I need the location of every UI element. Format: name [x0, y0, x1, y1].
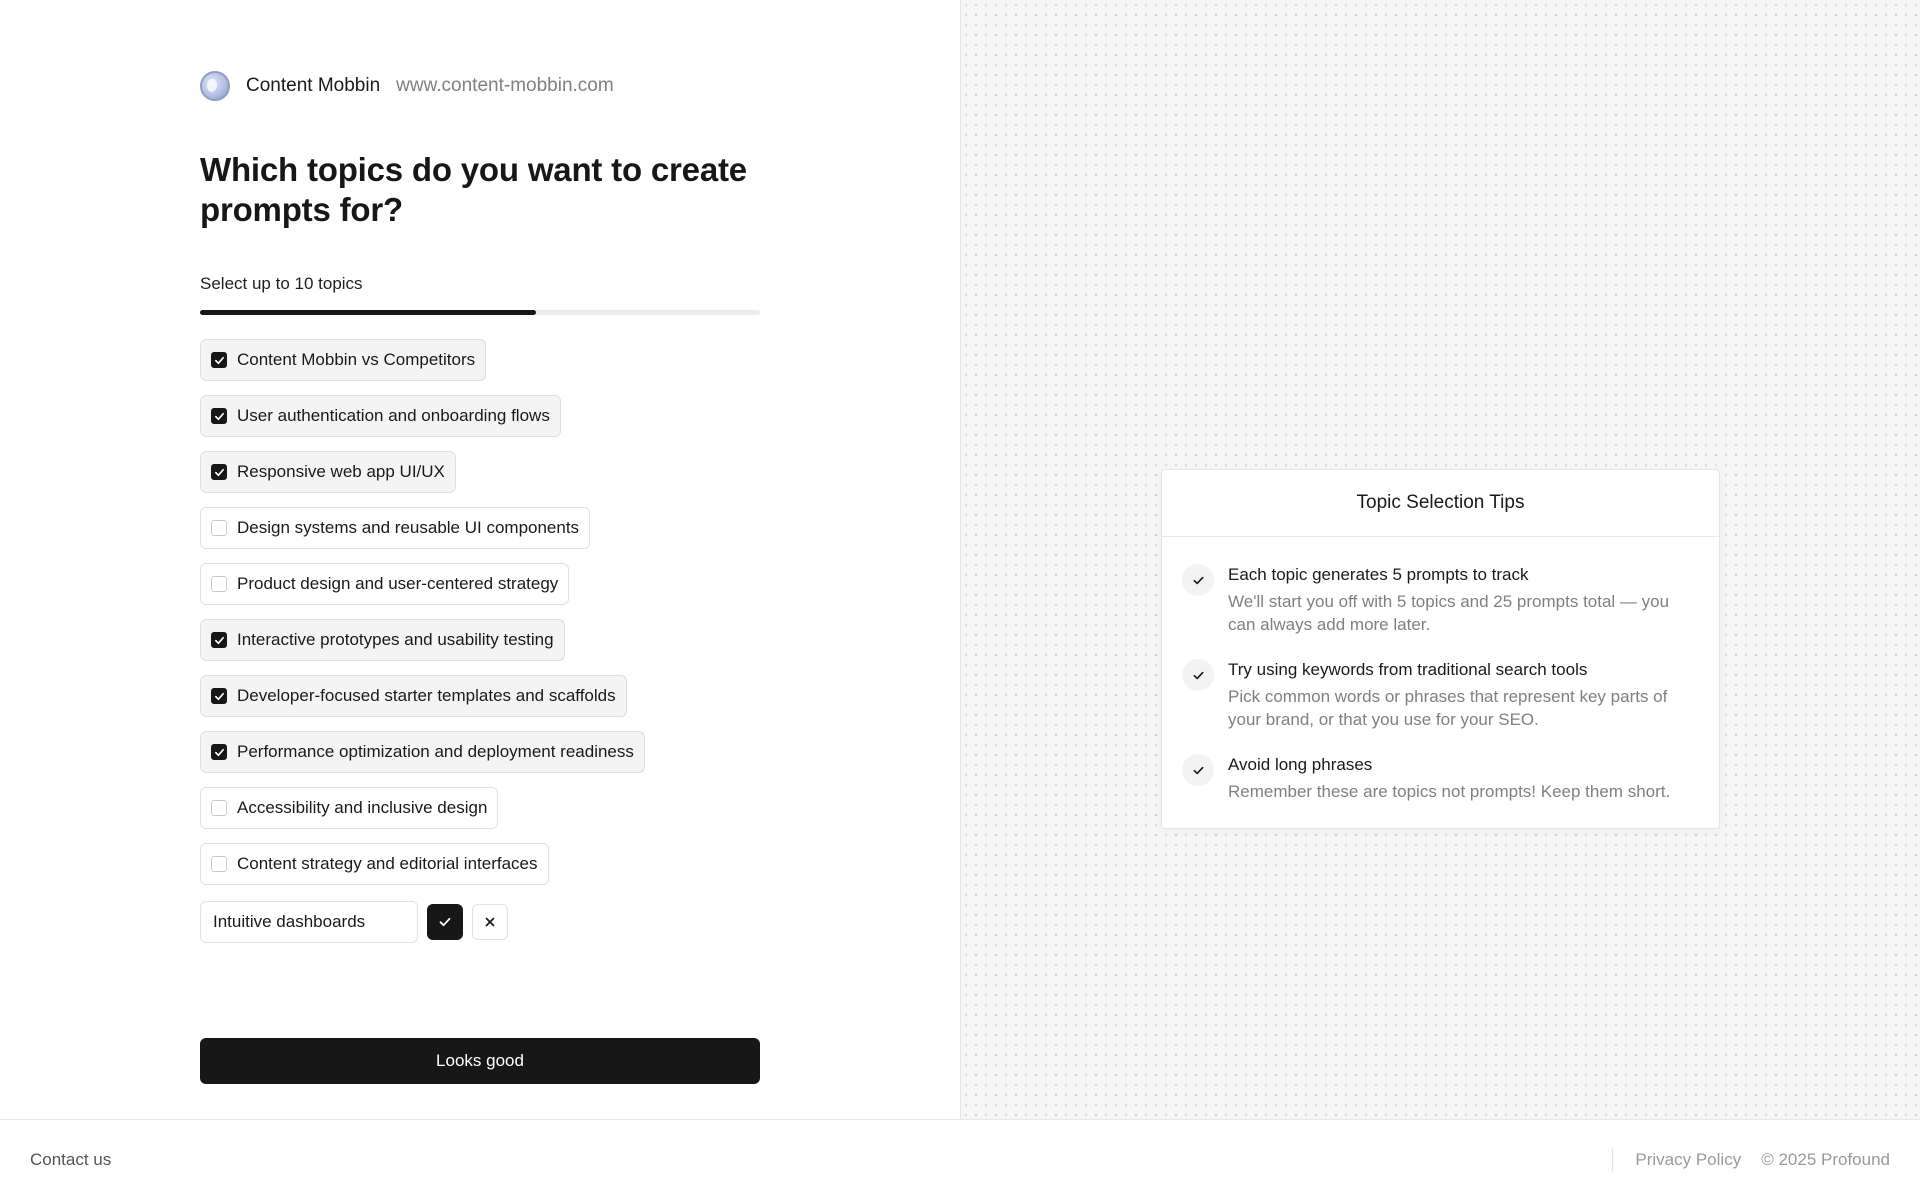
checkbox[interactable]	[211, 352, 227, 368]
tip-description: We'll start you off with 5 topics and 25 prompts total — you can always add more later.	[1228, 592, 1670, 634]
selection-progress-fill	[200, 310, 536, 315]
topic-option[interactable]	[200, 843, 549, 885]
topic-option[interactable]	[200, 787, 498, 829]
tip-title: Try using keywords from traditional search tools	[1228, 660, 1588, 679]
tip-description: Remember these are topics not prompts! Keep them short.	[1228, 782, 1671, 801]
checkbox[interactable]	[211, 800, 227, 816]
tips-card	[1161, 469, 1720, 829]
checkbox[interactable]	[211, 408, 227, 424]
checkbox[interactable]	[211, 464, 227, 480]
check-icon	[214, 467, 225, 478]
checkbox[interactable]	[211, 632, 227, 648]
tip-item	[1182, 564, 1699, 636]
confirm-topic-button[interactable]	[427, 904, 463, 940]
check-icon	[214, 747, 225, 758]
topic-option[interactable]	[200, 507, 590, 549]
left-panel	[0, 0, 960, 1119]
topic-label: Responsive web app UI/UX	[237, 462, 445, 481]
checkbox[interactable]	[211, 688, 227, 704]
check-icon	[214, 691, 225, 702]
topic-label: Content Mobbin vs Competitors	[237, 350, 476, 369]
check-icon	[1182, 659, 1214, 691]
cancel-topic-button[interactable]	[472, 904, 508, 940]
looks-good-button[interactable]: Looks good	[200, 1038, 760, 1084]
topic-option[interactable]	[200, 395, 561, 437]
topic-label: User authentication and onboarding flows	[237, 406, 550, 425]
privacy-policy-link[interactable]: Privacy Policy	[1635, 1150, 1742, 1169]
footer-divider	[1612, 1149, 1613, 1171]
topic-list	[200, 339, 760, 899]
checkbox[interactable]	[211, 520, 227, 536]
page-title: Which topics do you want to create prompts for?	[200, 151, 747, 228]
contact-us-link[interactable]: Contact us	[30, 1150, 112, 1169]
tip-item	[1182, 659, 1699, 731]
select-limit-label: Select up to 10 topics	[200, 274, 363, 293]
check-icon	[1182, 564, 1214, 596]
topic-label: Developer-focused starter templates and scaffolds	[237, 686, 616, 705]
topic-label: Design systems and reusable UI components	[237, 518, 580, 537]
brand-header	[200, 70, 760, 102]
footer-right	[1612, 1149, 1890, 1171]
check-icon	[438, 915, 452, 929]
check-icon	[214, 355, 225, 366]
brand-name: Content Mobbin	[246, 75, 381, 96]
check-icon	[1182, 754, 1214, 786]
topic-label: Accessibility and inclusive design	[237, 798, 488, 817]
footer	[0, 1119, 1920, 1200]
onboarding-form	[200, 70, 760, 943]
copyright: © 2025 Profound	[1761, 1150, 1890, 1169]
checkbox[interactable]	[211, 744, 227, 760]
selection-progress-bar	[200, 310, 760, 315]
checkbox[interactable]	[211, 576, 227, 592]
add-topic-row	[200, 901, 760, 943]
topic-option[interactable]	[200, 339, 486, 381]
topic-label: Product design and user-centered strategy	[237, 574, 559, 593]
topic-option[interactable]	[200, 675, 627, 717]
topic-option[interactable]	[200, 563, 569, 605]
topic-label: Interactive prototypes and usability testing	[237, 630, 554, 649]
tip-description: Pick common words or phrases that represent key parts of your brand, or that you use for your SEO.	[1228, 687, 1668, 729]
tip-title: Avoid long phrases	[1228, 755, 1373, 774]
checkbox[interactable]	[211, 856, 227, 872]
topic-option[interactable]	[200, 731, 645, 773]
tips-title: Topic Selection Tips	[1162, 470, 1719, 537]
brand-url: www.content-mobbin.com	[396, 75, 614, 96]
topic-label: Content strategy and editorial interfaces	[237, 854, 538, 873]
close-icon	[484, 916, 496, 928]
new-topic-input[interactable]	[200, 901, 418, 943]
topic-label: Performance optimization and deployment readiness	[237, 742, 634, 761]
check-icon	[214, 635, 225, 646]
check-icon	[214, 411, 225, 422]
tip-title: Each topic generates 5 prompts to track	[1228, 565, 1529, 584]
topic-option[interactable]	[200, 451, 456, 493]
topic-option[interactable]	[200, 619, 565, 661]
globe-icon	[200, 71, 230, 101]
tip-item	[1182, 754, 1699, 803]
